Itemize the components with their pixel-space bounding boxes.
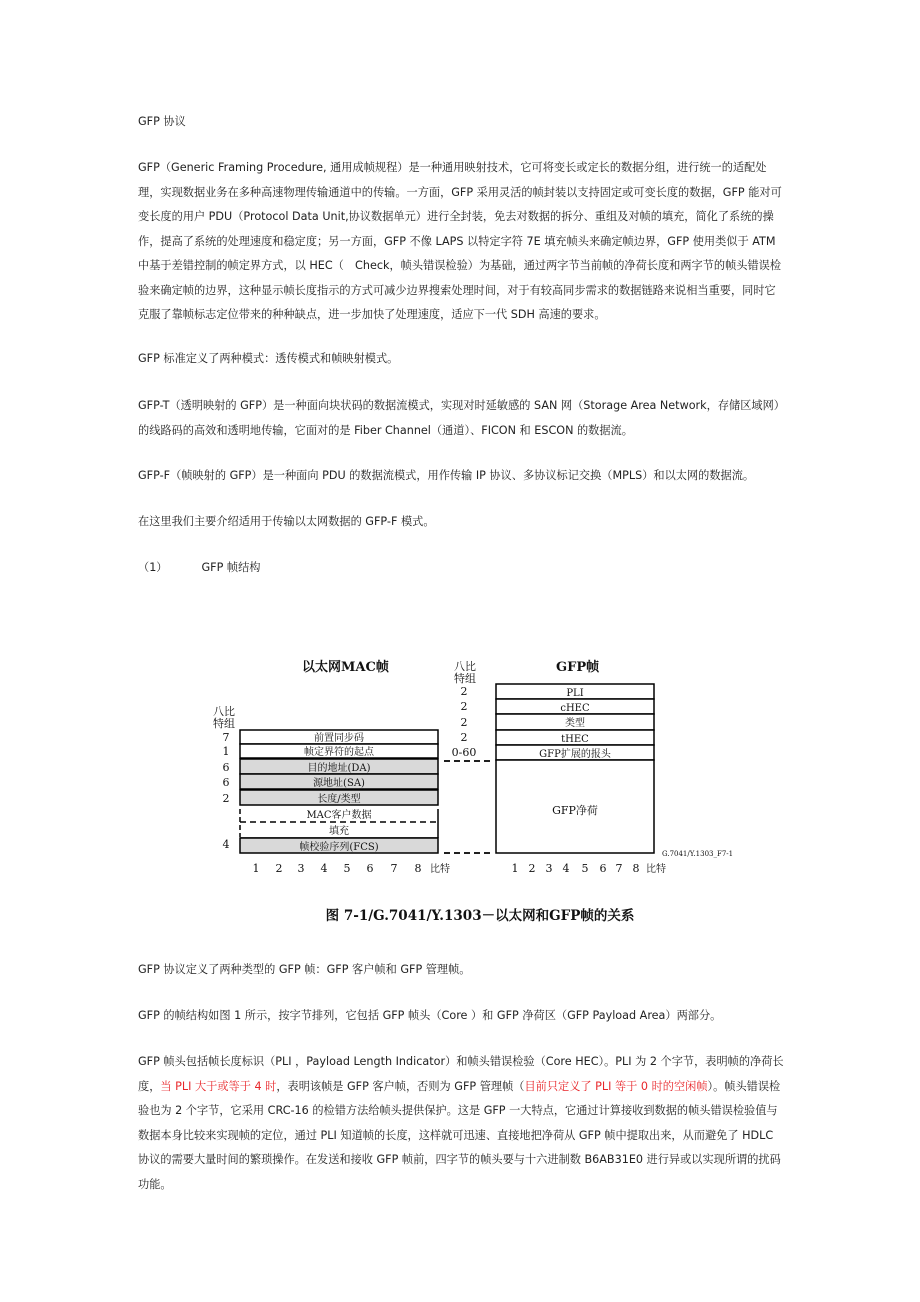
intro-paragraph: GFP（Generic Framing Procedure, 通用成帧规程）是一种通用映射技术，它可将变长或定长的数据分组，进行统一的适配处理，实现数据业务在多种高速物理传输通道中的传输。一方面，GFP 采用灵活的帧封装以支持固定或可变长度的数据，GFP 能对可变长度的用户 PDU（Protocol Data Unit,协议数据单元）进行全封装，免去对数据的拆分、重组及对帧的填充，简化了系统的操作，提高了系统的处理速度和稳定度；另一方面，GFP 不像 LAPS 以特定字符 7E 填充帧头来确定帧边界，GFP 使用类似于 ATM 中基于差错控制的帧定界方式，以 HEC（ Check，帧头错误检验）为基础，通过两字节当前帧的净荷长度和两字节的帧头错误检验来确定帧的边界，这种显示帧长度指示的方式可减少边界搜索处理时间，对于有较高同步需求的数据链路来说相当重要，同时它克服了靠帧标志定位带来的种种缺点，进一步加快了处理速度，适应下一代 SDH 高速的要求。 — [138, 161, 782, 321]
eth-bit-3: 3 — [297, 862, 305, 875]
eth-label-7: 帧校验序列(FCS) — [299, 842, 379, 853]
gfp-label-4: GFP扩展的报头 — [539, 749, 611, 760]
eth-count-4: 2 — [222, 792, 230, 805]
gfp-bit-1: 1 — [511, 862, 519, 875]
gfp-bit-7: 7 — [615, 862, 623, 875]
gfp-f-paragraph: GFP-F（帧映射的 GFP）是一种面向 PDU 的数据流模式，用作传输 IP 协议、多协议标记交换（MPLS）和以太网的数据流。 — [138, 469, 755, 482]
gfp-frame-diagram — [200, 652, 760, 932]
header-text-a: GFP 帧头包括帧长度标识（PLI ，Payload Length Indicator）和帧头错误检验（Core HEC）。PLI 为 2 个字节，表明帧的净荷长度， — [138, 1055, 784, 1093]
eth-bit-unit: 比特 — [430, 864, 450, 875]
octet-label-left-2: 特组 — [213, 717, 235, 730]
gfp-label-3: tHEC — [561, 734, 589, 745]
gfp-count-3: 2 — [460, 731, 468, 744]
eth-bit-6: 6 — [366, 862, 374, 875]
eth-count-2: 6 — [222, 761, 230, 774]
eth-label-3: 源地址(SA) — [313, 778, 365, 789]
section-number: （1） — [138, 561, 168, 574]
octet-label-mid-2: 特组 — [454, 672, 476, 685]
eth-bit-5: 5 — [343, 862, 351, 875]
gfp-t-paragraph: GFP-T（透明映射的 GFP）是一种面向块状码的数据流模式，实现对时延敏感的 SAN 网（Storage Area Network，存储区域网）的线路码的高效和透明地传输，它面对的是 Fiber Channel（通道）、FICON 和 ESCON 的数据流。 — [138, 399, 785, 437]
eth-count-3: 6 — [222, 776, 230, 789]
eth-frame — [223, 730, 439, 853]
eth-bit-8: 8 — [414, 862, 422, 875]
gfp-bit-6: 6 — [599, 862, 607, 875]
gfp-label-5: GFP净荷 — [552, 804, 598, 817]
eth-bit-7: 7 — [390, 862, 398, 875]
gfp-count-4: 0-60 — [451, 746, 477, 759]
gfp-bit-unit: 比特 — [646, 864, 666, 875]
eth-count-0: 7 — [222, 731, 230, 744]
gfp-title: GFP帧 — [556, 660, 600, 675]
section-title: GFP 帧结构 — [201, 561, 261, 574]
section-heading — [138, 556, 786, 581]
header-highlight-1: 当 PLI 大于或等于 4 时 — [160, 1079, 277, 1093]
focus-paragraph: 在这里我们主要介绍适用于传输以太网数据的 GFP-F 模式。 — [138, 515, 435, 528]
octet-label-left-1: 八比 — [213, 705, 235, 718]
gfp-bit-8: 8 — [632, 862, 640, 875]
gfp-bit-5: 5 — [581, 862, 589, 875]
gfp-bit-2: 2 — [528, 862, 536, 875]
eth-label-1: 帧定界符的起点 — [304, 747, 374, 758]
header-text-b: ，表明该帧是 GFP 客户帧，否则为 GFP 管理帧（ — [276, 1079, 525, 1093]
gfp-label-0: PLI — [566, 688, 584, 699]
eth-bit-1: 1 — [252, 862, 260, 875]
gfp-count-2: 2 — [460, 716, 468, 729]
gfp-bit-4: 4 — [562, 862, 570, 875]
header-highlight-2: 目前只定义了 PLI 等于 0 时的空闲帧 — [524, 1079, 708, 1093]
eth-label-6: 填充 — [329, 826, 349, 837]
eth-label-0: 前置同步码 — [314, 733, 364, 744]
header-paragraph — [138, 1050, 786, 1197]
eth-count-7: 4 — [222, 838, 230, 851]
header-text-c: ）。帧头错误检验也为 2 个字节，它采用 CRC-16 的检错方法给帧头提供保护。这是 GFP 一大特点，它通过计算接收到数据的帧头错误检验值与数据本身比较来实现帧的定位，通过 PLI 知道帧的长度，这样就可迅速、直接地把净荷从 GFP 帧中提取出来，从而避免了 HDLC 协议的需要大量时间的繁琐操作。在发送和接收 GFP 帧前，四字节的帧头要与十六进制数 B6AB31E0 进行异或以实现所谓的扰码功能。 — [138, 1079, 781, 1191]
eth-title: 以太网MAC帧 — [302, 660, 389, 675]
figure-caption: 图 7-1/G.7041/Y.1303－以太网和GFP帧的关系 — [325, 908, 635, 924]
gfp-label-2: 类型 — [565, 718, 585, 729]
doc-title: GFP 协议 — [138, 115, 186, 128]
eth-bit-4: 4 — [320, 862, 328, 875]
figure-ref: G.7041/Y.1303_F7-1 — [662, 850, 734, 858]
eth-label-2: 目的地址(DA) — [307, 763, 371, 774]
gfp-frame — [452, 684, 654, 853]
eth-label-4: 长度/类型 — [317, 794, 361, 805]
gfp-count-0: 2 — [460, 685, 468, 698]
modes-paragraph: GFP 标准定义了两种模式：透传模式和帧映射模式。 — [138, 352, 399, 365]
structure-paragraph: GFP 的帧结构如图 1 所示，按字节排列，它包括 GFP 帧头（Core ）和 GFP 净荷区（GFP Payload Area）两部分。 — [138, 1009, 722, 1022]
eth-bit-axis — [253, 862, 451, 875]
types-paragraph: GFP 协议定义了两种类型的 GFP 帧：GFP 客户帧和 GFP 管理帧。 — [138, 963, 471, 976]
gfp-bit-axis — [512, 862, 667, 875]
eth-label-5: MAC客户数据 — [306, 810, 372, 821]
gfp-label-1: cHEC — [560, 703, 590, 714]
eth-count-1: 1 — [222, 745, 230, 758]
gfp-count-1: 2 — [460, 700, 468, 713]
eth-bit-2: 2 — [275, 862, 283, 875]
octet-label-mid-1: 八比 — [454, 660, 476, 673]
gfp-bit-3: 3 — [545, 862, 553, 875]
